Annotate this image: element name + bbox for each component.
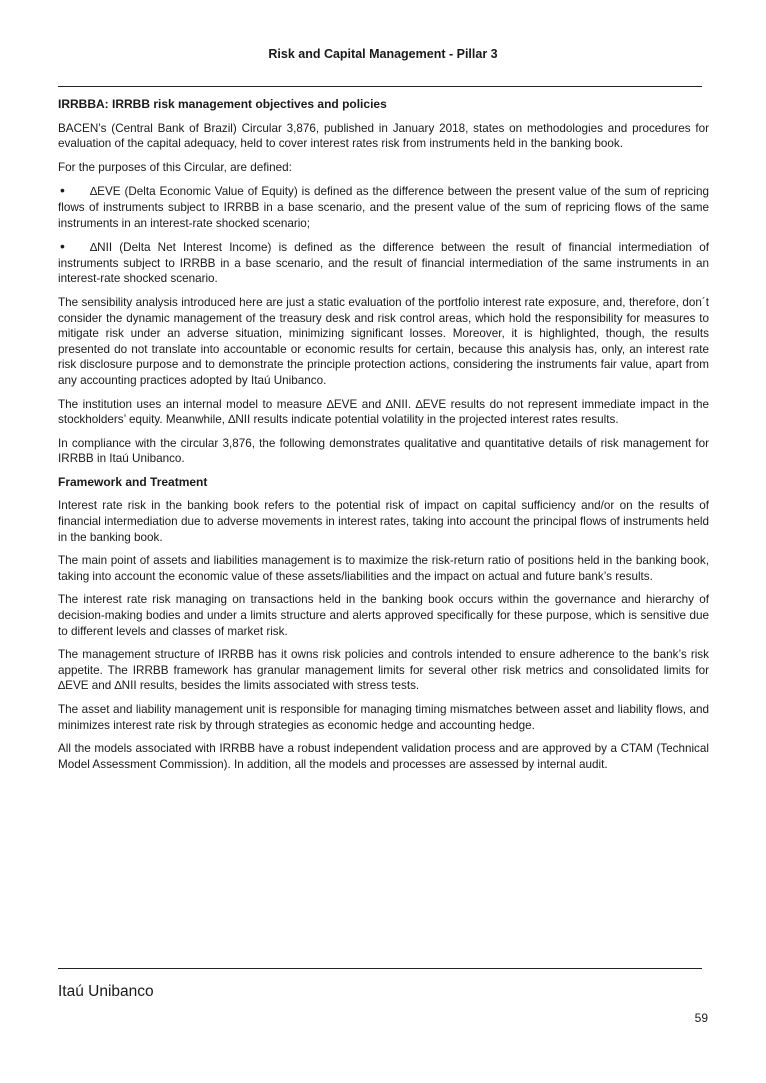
section-heading: IRRBBA: IRRBB risk management objectives and policies: [58, 97, 387, 111]
subsection-heading: Framework and Treatment: [58, 474, 208, 489]
body-paragraph-internal-model: The institution uses an internal model to measure ∆EVE and ∆NII. ∆EVE results do not represent immediate impact in the stockholders’ equity. Meanwhile, ∆NII results indicate potential volatility in the projected interest rates results.: [58, 397, 709, 427]
intro-paragraph-1: BACEN’s (Central Bank of Brazil) Circular 3,876, published in January 2018, states on methodologies and procedures for evaluation of the capital adequacy, held to cover interest rates risk from instruments held in the banking book.: [58, 121, 709, 151]
footer-brand: Itaú Unibanco: [58, 983, 154, 1000]
framework-paragraph-3: The interest rate risk managing on transactions held in the banking book occurs within the governance and hierarchy of decision-making bodies and under a limits structure and alerts approved specifically for these purpose, which is sensitive due to different levels and classes of market risk.: [58, 593, 709, 638]
bullet-icon: •: [60, 182, 65, 199]
page-content: [58, 97, 709, 780]
framework-paragraph-2: The main point of assets and liabilities management is to maximize the risk-return ratio of positions held in the banking book, taking into account the economic value of these assets/liabilities and the impact on actual and future bank’s results.: [58, 554, 709, 583]
framework-paragraph-1: Interest rate risk in the banking book refers to the potential risk of impact on capital sufficiency and/or on the results of financial intermediation due to adverse movements in interest rates, taking into account the principal flows of instruments held in the banking book.: [58, 499, 709, 544]
body-paragraph-sensibility: The sensibility analysis introduced here are just a static evaluation of the portfolio interest rate exposure, and, therefore, don´t consider the dynamic management of the treasury desk and risk control areas, which hold the responsibility for measures to mitigate risk under an adverse situation, minimizing significant losses. Moreover, it is highlighted, though, the results presented do not translate into accountable or economic results for certain, because this analysis has, only, an interest rate risk disclosure purpose and to demonstrate the principle protection actions, considering the instruments fair value, apart from any accounting practices adopted by Itaú Unibanco.: [58, 295, 709, 387]
body-paragraph-compliance: In compliance with the circular 3,876, the following demonstrates qualitative and quantitative details of risk management for IRRBB in Itaú Unibanco.: [58, 436, 709, 466]
page-number: 59: [694, 1011, 708, 1025]
header-divider: [58, 86, 702, 87]
page-header-title: Risk and Capital Management - Pillar 3: [268, 47, 498, 61]
intro-paragraph-2: For the purposes of this Circular, are defined:: [58, 160, 292, 174]
bullet-text-eve: ∆EVE (Delta Economic Value of Equity) is defined as the difference between the present value of the sum of repricing flows of instruments subject to IRRBB in a base scenario, and the present value of the sum of repricing flows of the same instruments in an interest-rate shocked scenario;: [58, 185, 709, 230]
framework-paragraph-4: The management structure of IRRBB has it owns risk policies and controls intended to ensure adherence to the bank’s risk appetite. The IRRBB framework has granular management limits for several other risk metrics and consolidated limits for ∆EVE and ∆NII results, besides the limits associated with stress tests.: [58, 648, 709, 693]
bullet-item-eve: [58, 183, 709, 231]
bullet-icon: •: [60, 238, 65, 255]
framework-paragraph-5: The asset and liability management unit is responsible for managing timing mismatches between asset and liability flows, and minimizes interest rate risk by through strategies as economic hedge and accounting hedge.: [58, 703, 709, 732]
framework-paragraph-6: All the models associated with IRRBB have a robust independent validation process and are approved by a CTAM (Technical Model Assessment Commission). In addition, all the models and processes are assessed by internal audit.: [58, 742, 709, 771]
bullet-item-nii: [58, 239, 709, 287]
footer-divider: [58, 968, 702, 969]
bullet-text-nii: ∆NII (Delta Net Interest Income) is defined as the difference between the result of financial intermediation of instruments subject to IRRBB in a base scenario, and the result of financial intermediation of the same instruments in an interest-rate shocked scenario.: [58, 241, 709, 286]
